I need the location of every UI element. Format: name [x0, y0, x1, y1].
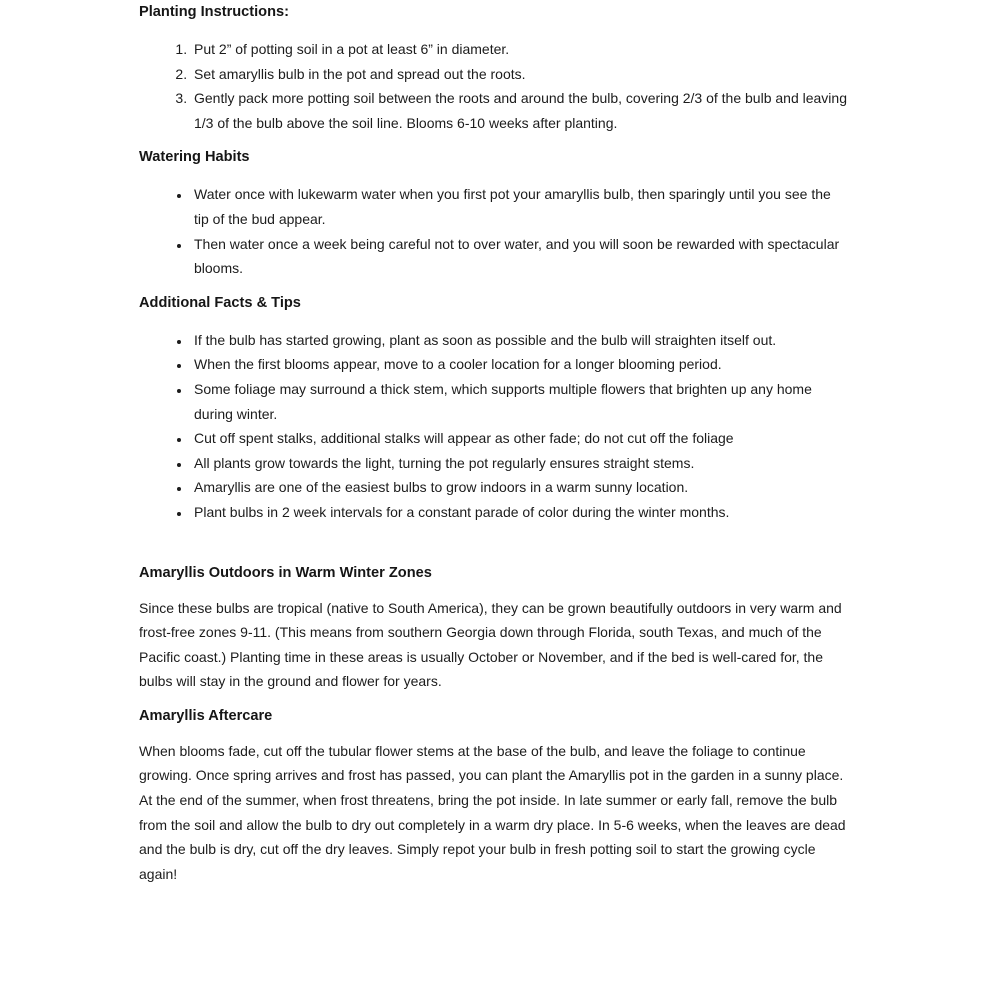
- outdoors-paragraph: Since these bulbs are tropical (native to South America), they can be grown beautifully outdoors in very warm and frost-free zones 9-11. (This means from southern Georgia down through Florida, south Texas, and much of the Pacific coast.) Planting time in these areas is usually October or November, and if the bed is well-cared for, the bulbs will stay in the ground and flower for years.: [139, 599, 842, 690]
- watering-habits-list: [139, 182, 847, 280]
- amaryllis-aftercare-heading: Amaryllis Aftercare: [139, 707, 273, 724]
- fact-5: • All plants grow towards the light, turning the pot regularly ensures straight stems.: [191, 451, 847, 476]
- fact-7: • Plant bulbs in 2 week intervals for a constant parade of color during the winter months.: [191, 500, 847, 525]
- fact-3: • Some foliage may surround a thick stem, which supports multiple flowers that brighten up any home during winter.: [191, 377, 847, 426]
- fact-4: • Cut off spent stalks, additional stalks will appear as other fade; do not cut off the foliage: [191, 426, 847, 451]
- planting-step-1: 1. Put 2” of potting soil in a pot at least 6” in diameter.: [191, 37, 847, 62]
- outdoors-warm-winter-zones-heading: Amaryllis Outdoors in Warm Winter Zones: [139, 564, 432, 581]
- planting-step-2: 2. Set amaryllis bulb in the pot and spread out the roots.: [191, 62, 847, 87]
- section-watering-habits: [139, 147, 847, 280]
- watering-tip-2: • Then water once a week being careful not to over water, and you will soon be rewarded with spectacular blooms.: [191, 232, 847, 281]
- fact-1: • If the bulb has started growing, plant as soon as possible and the bulb will straighten itself out.: [191, 328, 847, 353]
- section-planting-instructions: [139, 2, 847, 135]
- planting-instructions-heading: Planting Instructions:: [139, 4, 289, 20]
- watering-habits-heading: Watering Habits: [139, 149, 250, 166]
- fact-6: • Amaryllis are one of the easiest bulbs to grow indoors in a warm sunny location.: [191, 475, 847, 500]
- section-additional-facts: [139, 293, 847, 525]
- additional-facts-list: [139, 328, 847, 525]
- watering-tip-1: • Water once with lukewarm water when you first pot your amaryllis bulb, then sparingly until you see the tip of the bud appear.: [191, 182, 847, 231]
- aftercare-paragraph: When blooms fade, cut off the tubular flower stems at the base of the bulb, and leave the foliage to continue growing. Once spring arrives and frost has passed, you can plant the Amaryllis pot in the garden in a sunny place. At the end of the summer, when frost threatens, bring the pot inside. In late summer or early fall, remove the bulb from the soil and allow the bulb to dry out completely in a warm dry place. In 5-6 weeks, when the leaves are dead and the bulb is dry, cut off the dry leaves. Simply repot your bulb in fresh potting soil to start the growing cycle again!: [139, 742, 846, 882]
- section-outdoors-warm-winter-zones: [139, 563, 847, 694]
- fact-2: • When the first blooms appear, move to a cooler location for a longer blooming period.: [191, 352, 847, 377]
- planting-steps-list: [139, 37, 847, 135]
- section-amaryllis-aftercare: [139, 706, 847, 887]
- additional-facts-heading: Additional Facts & Tips: [139, 294, 301, 311]
- planting-step-3: 3. Gently pack more potting soil between the roots and around the bulb, covering 2/3 of the bulb and leaving 1/3 of the bulb above the soil line. Blooms 6-10 weeks after planting.: [191, 86, 847, 135]
